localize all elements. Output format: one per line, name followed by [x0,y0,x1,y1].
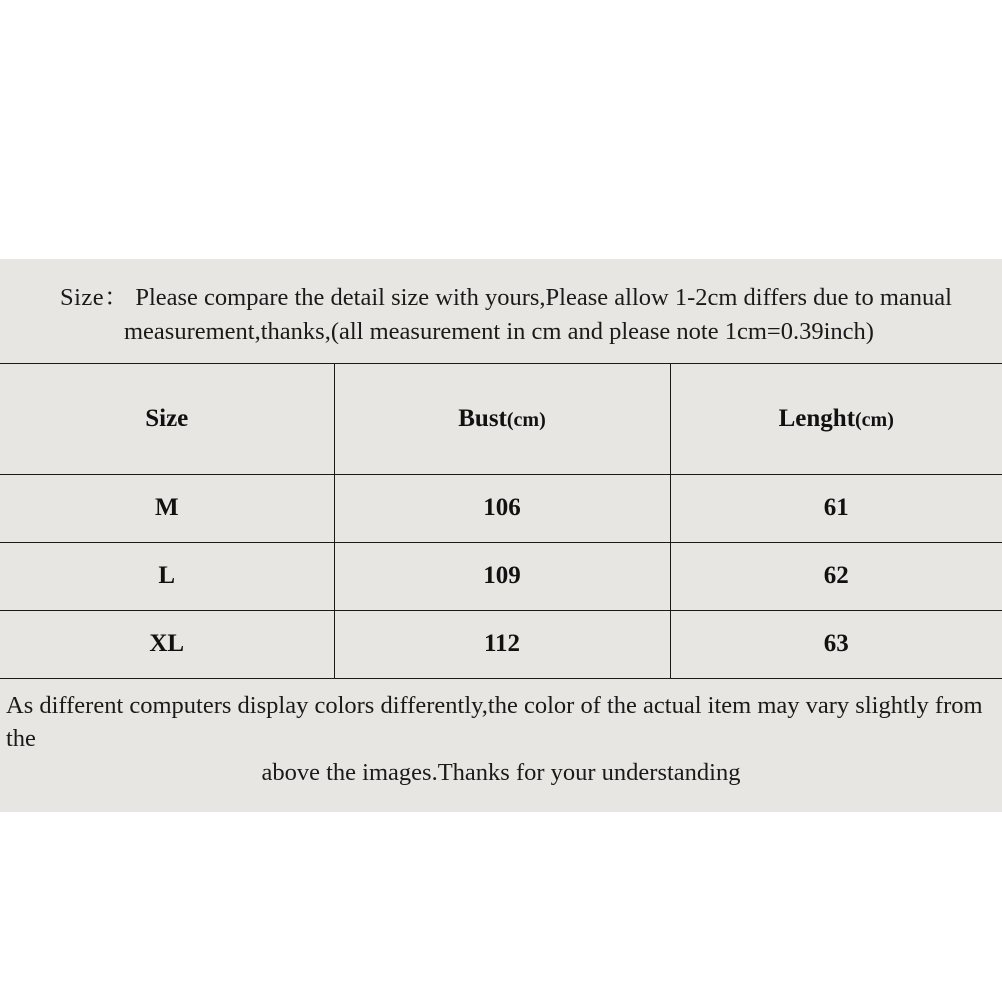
cell-size: XL [0,610,334,678]
column-header-bust [334,363,670,474]
size-note-label: Size： [60,284,130,311]
table-row [0,610,1002,678]
cell-bust: 112 [334,610,670,678]
cell-size: M [0,474,334,542]
cell-length: 62 [670,542,1002,610]
size-chart-panel [0,259,1002,812]
table-row [0,474,1002,542]
cell-length: 61 [670,474,1002,542]
column-header-length-unit: (cm) [855,408,894,431]
table-row [0,542,1002,610]
size-table [0,363,1002,679]
column-header-bust-unit: (cm) [506,408,546,431]
column-header-bust-label: Bust [458,404,507,432]
color-disclaimer-line-1: As different computers display colors differently,the color of the actual item may vary slightly from the [6,691,983,753]
cell-bust: 109 [334,542,670,610]
cell-size: L [0,542,334,610]
column-header-size [0,363,334,474]
color-disclaimer-line-2: above the images.Thanks for your understanding [261,759,741,787]
measurement-note [0,259,1002,363]
table-header-row [0,363,1002,474]
color-disclaimer-note [0,679,1002,812]
size-note-line-1: Please compare the detail size with yours,Please allow 1-2cm differs due to manual [135,284,952,311]
column-header-size-label: Size [145,404,189,432]
cell-length: 63 [670,610,1002,678]
size-note-line-2: measurement,thanks,(all measurement in cm and please note 1cm=0.39inch) [124,317,874,345]
column-header-length-label: Lenght [778,404,856,432]
column-header-length [670,363,1002,474]
cell-bust: 106 [334,474,670,542]
